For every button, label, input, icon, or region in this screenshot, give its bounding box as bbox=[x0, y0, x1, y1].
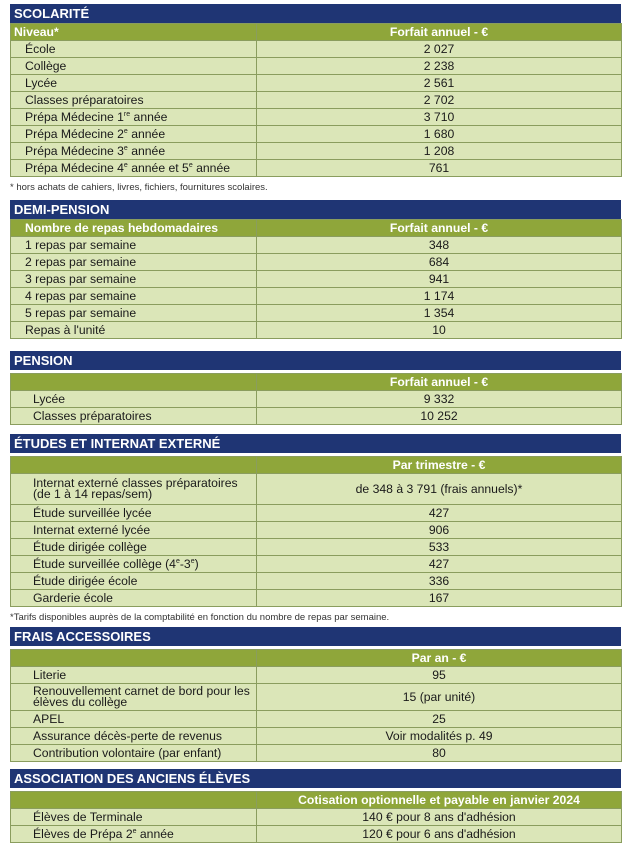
row-label: Prépa Médecine 4e année et 5e année bbox=[11, 160, 257, 177]
row-value: 941 bbox=[257, 271, 622, 288]
table-row bbox=[11, 474, 622, 505]
table-row bbox=[11, 684, 622, 711]
row-value: 427 bbox=[257, 505, 622, 522]
row-value: 2 238 bbox=[257, 58, 622, 75]
col-header-par-an: Par an - € bbox=[257, 650, 622, 667]
section-title: ASSOCIATION DES ANCIENS ÉLÈVES bbox=[10, 769, 621, 788]
section-anciens-eleves bbox=[10, 769, 621, 843]
row-label: Repas à l'unité bbox=[11, 322, 257, 339]
col-header-trimestre: Par trimestre - € bbox=[257, 457, 622, 474]
col-header-repas: Nombre de repas hebdomadaires bbox=[11, 220, 257, 237]
table-row bbox=[11, 573, 622, 590]
section-title: DEMI-PENSION bbox=[10, 200, 621, 219]
row-value: 348 bbox=[257, 237, 622, 254]
row-value: 10 bbox=[257, 322, 622, 339]
row-label: Prépa Médecine 1re année bbox=[11, 109, 257, 126]
row-value: 2 702 bbox=[257, 92, 622, 109]
table-row bbox=[11, 667, 622, 684]
row-value: Voir modalités p. 49 bbox=[257, 728, 622, 745]
row-label: 1 repas par semaine bbox=[11, 237, 257, 254]
row-label: Assurance décès-perte de revenus bbox=[11, 728, 257, 745]
section-title: FRAIS ACCESSOIRES bbox=[10, 627, 621, 646]
table-row bbox=[11, 271, 622, 288]
table-row bbox=[11, 288, 622, 305]
row-label: Étude dirigée école bbox=[11, 573, 257, 590]
section-title: PENSION bbox=[10, 351, 621, 370]
scolarite-table bbox=[10, 23, 622, 177]
row-label: Classes préparatoires bbox=[11, 408, 257, 425]
section-frais-accessoires bbox=[10, 627, 621, 762]
row-label: Étude surveillée lycée bbox=[11, 505, 257, 522]
row-value: de 348 à 3 791 (frais annuels)* bbox=[257, 474, 622, 505]
table-row bbox=[11, 728, 622, 745]
row-value: 684 bbox=[257, 254, 622, 271]
row-label: 2 repas par semaine bbox=[11, 254, 257, 271]
row-value: 1 354 bbox=[257, 305, 622, 322]
row-value: 120 € pour 6 ans d'adhésion bbox=[257, 826, 622, 843]
row-value: 15 (par unité) bbox=[257, 684, 622, 711]
row-label: Internat externé lycée bbox=[11, 522, 257, 539]
row-label: Prépa Médecine 3e année bbox=[11, 143, 257, 160]
row-label: Lycée bbox=[11, 75, 257, 92]
table-row bbox=[11, 109, 622, 126]
row-value: 2 561 bbox=[257, 75, 622, 92]
row-value: 1 208 bbox=[257, 143, 622, 160]
col-header-empty bbox=[11, 374, 257, 391]
table-row bbox=[11, 522, 622, 539]
row-label: 3 repas par semaine bbox=[11, 271, 257, 288]
row-value: 336 bbox=[257, 573, 622, 590]
row-label: Prépa Médecine 2e année bbox=[11, 126, 257, 143]
col-header-empty bbox=[11, 650, 257, 667]
table-row bbox=[11, 711, 622, 728]
col-header-forfait: Forfait annuel - € bbox=[257, 374, 622, 391]
table-row bbox=[11, 391, 622, 408]
row-label: Élèves de Terminale bbox=[11, 809, 257, 826]
table-row bbox=[11, 826, 622, 843]
etudes-table bbox=[10, 456, 622, 607]
table-row bbox=[11, 556, 622, 573]
section-scolarite bbox=[10, 4, 621, 194]
row-value: 10 252 bbox=[257, 408, 622, 425]
table-row bbox=[11, 539, 622, 556]
row-value: 533 bbox=[257, 539, 622, 556]
table-row bbox=[11, 58, 622, 75]
col-header-empty bbox=[11, 457, 257, 474]
row-value: 140 € pour 8 ans d'adhésion bbox=[257, 809, 622, 826]
row-label: Renouvellement carnet de bord pour les élèves du collège bbox=[11, 684, 257, 711]
row-value: 3 710 bbox=[257, 109, 622, 126]
col-header-empty bbox=[11, 792, 257, 809]
row-value: 95 bbox=[257, 667, 622, 684]
row-label: Étude dirigée collège bbox=[11, 539, 257, 556]
row-label: Garderie école bbox=[11, 590, 257, 607]
row-label: 4 repas par semaine bbox=[11, 288, 257, 305]
table-row bbox=[11, 408, 622, 425]
table-row bbox=[11, 126, 622, 143]
row-label: Collège bbox=[11, 58, 257, 75]
row-value: 80 bbox=[257, 745, 622, 762]
table-row bbox=[11, 143, 622, 160]
col-header-cotisation: Cotisation optionnelle et payable en janvier 2024 bbox=[257, 792, 622, 809]
section-etudes bbox=[10, 434, 621, 624]
row-value: 2 027 bbox=[257, 41, 622, 58]
table-row bbox=[11, 75, 622, 92]
row-label: 5 repas par semaine bbox=[11, 305, 257, 322]
row-label: APEL bbox=[11, 711, 257, 728]
table-row bbox=[11, 254, 622, 271]
frais-table bbox=[10, 649, 622, 762]
footnote: * hors achats de cahiers, livres, fichiers, fournitures scolaires. bbox=[10, 182, 268, 193]
col-header-niveau: Niveau* bbox=[11, 24, 257, 41]
section-demi-pension bbox=[10, 200, 621, 339]
table-row bbox=[11, 505, 622, 522]
row-label: Literie bbox=[11, 667, 257, 684]
row-value: 761 bbox=[257, 160, 622, 177]
table-row bbox=[11, 590, 622, 607]
row-label: Élèves de Prépa 2e année bbox=[11, 826, 257, 843]
section-title: SCOLARITÉ bbox=[10, 4, 621, 23]
row-label: Étude surveillée collège (4e-3e) bbox=[11, 556, 257, 573]
table-row bbox=[11, 41, 622, 58]
footnote: *Tarifs disponibles auprès de la comptabilité en fonction du nombre de repas par semaine. bbox=[10, 612, 390, 623]
row-value: 1 174 bbox=[257, 288, 622, 305]
table-row bbox=[11, 305, 622, 322]
section-title: ÉTUDES ET INTERNAT EXTERNÉ bbox=[10, 434, 621, 453]
pension-table bbox=[10, 373, 622, 425]
anciens-table bbox=[10, 791, 622, 843]
row-value: 906 bbox=[257, 522, 622, 539]
table-row bbox=[11, 92, 622, 109]
table-row bbox=[11, 809, 622, 826]
section-pension bbox=[10, 351, 621, 425]
row-value: 1 680 bbox=[257, 126, 622, 143]
row-value: 167 bbox=[257, 590, 622, 607]
table-row bbox=[11, 322, 622, 339]
row-label: École bbox=[11, 41, 257, 58]
col-header-forfait: Forfait annuel - € bbox=[257, 24, 622, 41]
row-label: Internat externé classes préparatoires (de 1 à 14 repas/sem) bbox=[11, 474, 257, 505]
col-header-forfait: Forfait annuel - € bbox=[257, 220, 622, 237]
row-value: 9 332 bbox=[257, 391, 622, 408]
row-value: 427 bbox=[257, 556, 622, 573]
table-row bbox=[11, 745, 622, 762]
table-row bbox=[11, 160, 622, 177]
demi-pension-table bbox=[10, 219, 622, 339]
row-label: Classes préparatoires bbox=[11, 92, 257, 109]
row-label: Lycée bbox=[11, 391, 257, 408]
row-label: Contribution volontaire (par enfant) bbox=[11, 745, 257, 762]
row-value: 25 bbox=[257, 711, 622, 728]
table-row bbox=[11, 237, 622, 254]
